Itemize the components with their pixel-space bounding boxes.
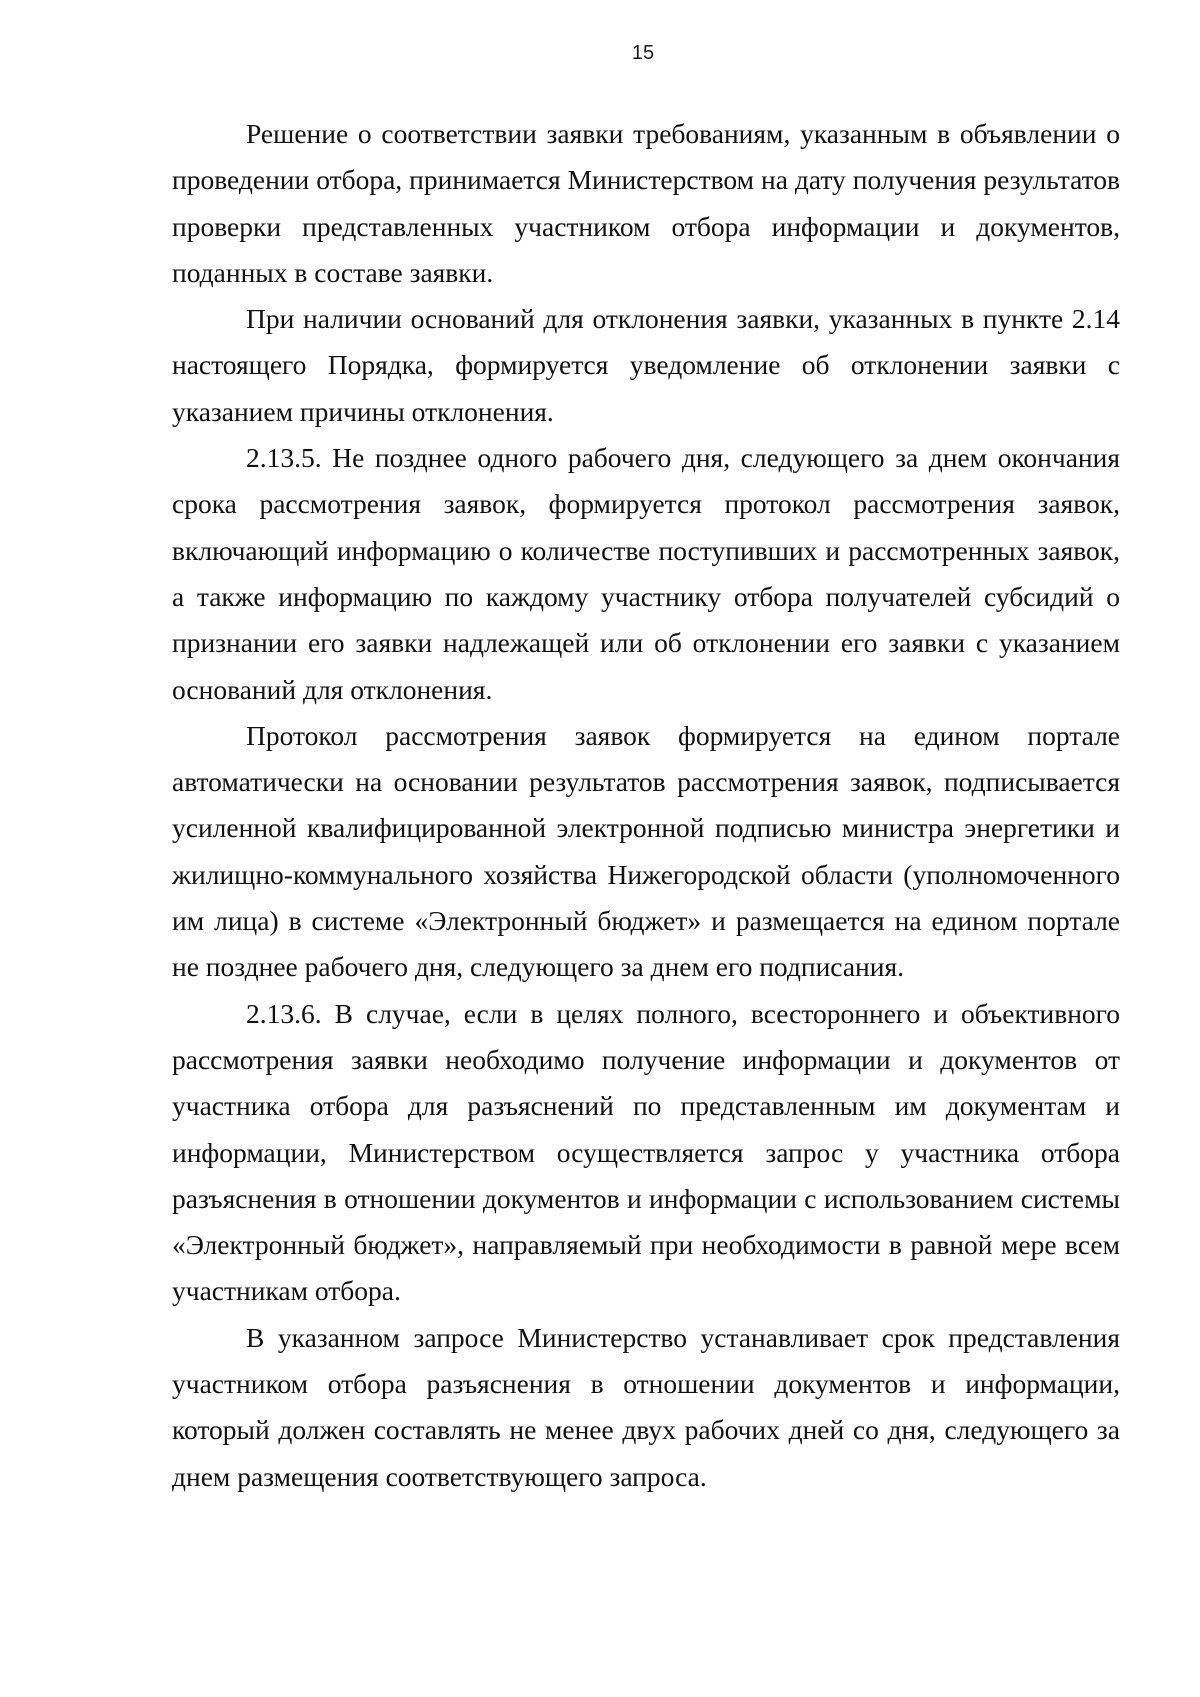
paragraph-2-13-5: 2.13.5. Не позднее одного рабочего дня, следующего за днем окончания срока рассмотрения заявок, формируется протокол рассмотрения заявок, включающий информацию о количестве поступивших и рассмотренных заявок, а также информацию по каждому участнику отбора получателей субсидий о признании его заявки надлежащей или об отклонении его заявки с указанием оснований для отклонения. xyxy=(172,442,1120,705)
paragraph-rejection-notice: При наличии оснований для отклонения заявки, указанных в пункте 2.14 настоящего Порядка, формируется уведомление об отклонении заявки с указанием причины отклонения. xyxy=(172,303,1120,427)
paragraph-request-deadline: В указанном запросе Министерство устанавливает срок представления участником отбора разъяснения в отношении документов и информации, который должен составлять не менее двух рабочих дней со дня, следующего за днем размещения соответствующего запроса. xyxy=(172,1321,1120,1492)
paragraph-protocol: Протокол рассмотрения заявок формируется на едином портале автоматически на основании результатов рассмотрения заявок, подписывается усиленной квалифицированной электронной подписью министра энергетики и жилищно-коммунального хозяйства Нижегородской области (уполномоченного им лица) в системе «Электронный бюджет» и размещается на едином портале не позднее рабочего дня, следующего за днем его подписания. xyxy=(172,719,1120,983)
paragraph-2-13-6: 2.13.6. В случае, если в целях полного, всестороннего и объективного рассмотрения заявки необходимо получение информации и документов от участника отбора для разъяснений по представленным им документам и информации, Министерством осуществляется запрос у участника отбора разъяснения в отношении документов и информации с использованием системы «Электронный бюджет», направляемый при необходимости в равной мере всем участникам отбора. xyxy=(172,997,1120,1307)
paragraph-decision: Решение о соответствии заявки требованиям, указанным в объявлении о проведении отбора, принимается Министерством на дату получения результатов проверки представленных участником отбора информации и документов, поданных в составе заявки. xyxy=(172,118,1120,288)
document-body xyxy=(172,111,1120,1500)
page-number: 15 xyxy=(631,42,655,64)
